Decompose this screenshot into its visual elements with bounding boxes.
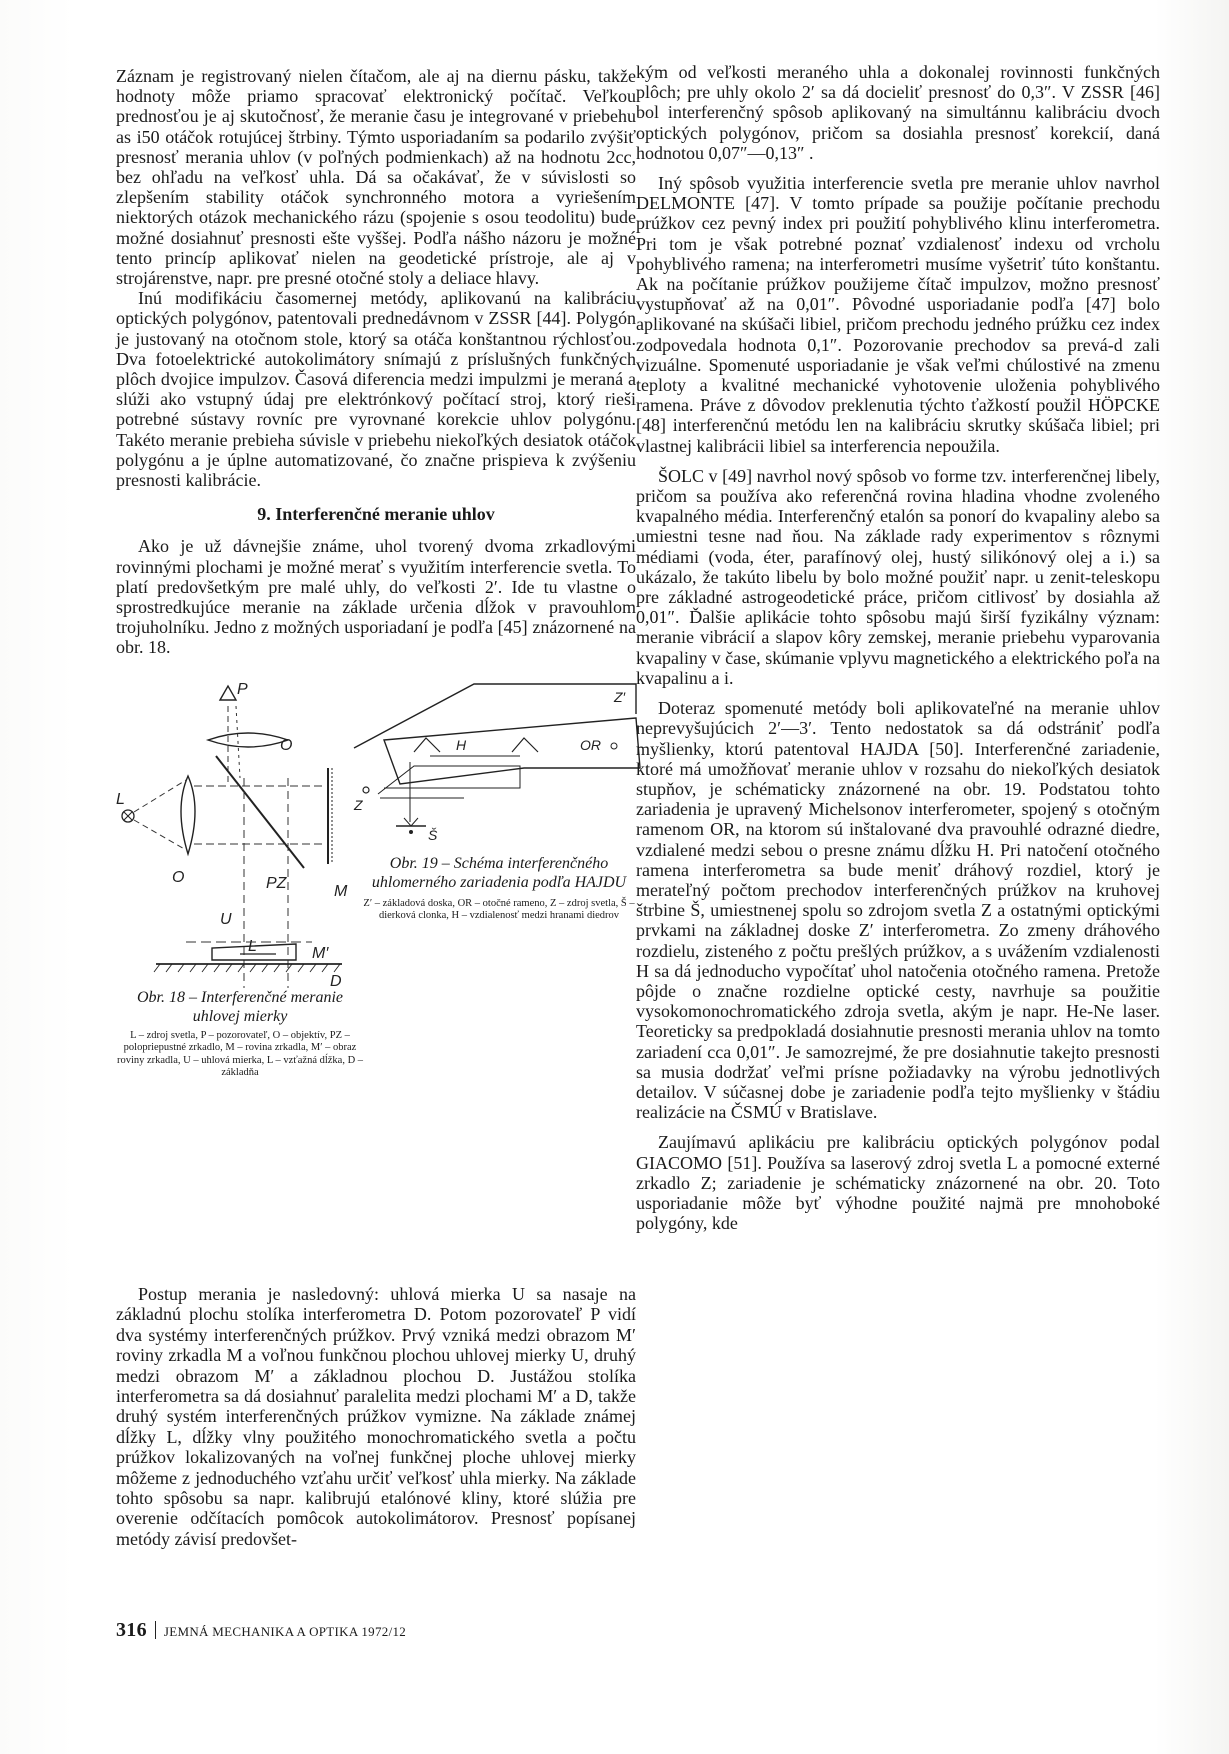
right-paragraph-4: Doteraz spomenuté metódy boli aplikovateľné na meranie uhlov neprevyšujúcich 2′—3′. Tento nedostatok sa dá odstrániť podľa myšlienky, ktorú patentoval HAJDA [50]. Interferenčné zariadenie, ktoré má umožňovať meranie uhlov v rozsahu do niekoľkých desiatok stupňov, je schématicky znázornené na obr. 19. Podstatou tohto zariadenia je upravený Michelsonov interferometer, spojený s otočným ramenom OR, na ktorom sú inštalované dva pravouhlé odrazné diedre, vzdialené medzi sebou o presne známu dĺžku H. Pri natočení otočného ramena interferometra sa bude meniť dráhový rozdiel, ktorý je merateľný počtom prechodov interferenčných prúžkov na kruhovej štrbine Š, umiestnenej spolu so zdrojom svetla Z a ostatnými optickými prvkami na základnej doske Z′ interferometra. Zo zmeny dráhového rozdielu, zisteného z počtu prešlých prúžkov, a s uvážením vzdialenosti H sa dá jednoducho vypočítať uhol natočenia otočného ramena. Pretože pôjde o značne rozdielne optické cesty, navrhuje sa použitie vysokomonochromatického zdroja svetla, akým je napr. He-Ne laser. Teoreticky sa predpokladá dosiahnutie presnosti merania uhlov na tomto zariadení cca 0,01″. Je samozrejmé, že pre dosiahnutie takejto presnosti sa musia dodržať veľmi prísne požiadavky na výrobu jednotlivých detailov. V súčasnej dobe je zariadenie podľa tejto myšlienky v štádiu realizácie na ČSMÚ v Bratislave.: [636, 698, 1160, 1123]
base-D: [154, 964, 342, 972]
left-paragraph-1: Záznam je registrovaný nielen čítačom, ale aj na diernu pásku, takže hodnoty môže priamo spracovať elektronický počítač. Veľkou prednosťou je aj skutočnosť, že meranie času je integrované v priebehu as i50 otáčok rotujúcej štrbiny. Týmto usporiadaním sa podarilo zvýšiť presnosť merania uhlov (v poľných podmienkach) až na hodnotu 2cc, bez ohľadu na veľkosť uhla. Dá sa očakávať, že v súvislosti so zlepšením stability otáčok synchronného motora a vyriešením niektorých otázok mechanického rázu (spojenie s osou teodolitu) bude možné dosiahnuť presnosti ešte vyššej. Podľa nášho názoru je možné tento princíp aplikovať nielen na geodetické prístroje, ale aj v strojárenstve, napr. pre presné otočné stoly a deliace hlavy.: [116, 66, 636, 289]
left-column: [116, 66, 636, 1078]
label-L-wedge: L: [248, 937, 257, 955]
left-column-lower: [116, 1284, 636, 1549]
figures-area: [116, 658, 636, 1078]
label-OR: OR: [580, 736, 601, 753]
label-O-left: O: [172, 868, 185, 886]
observer-eye-icon: [220, 686, 236, 700]
light-source-icon: [122, 810, 134, 822]
label-D: D: [330, 972, 342, 990]
figure-18-caption-legend: L – zdroj svetla, P – pozorovateľ, O – objektív, PZ – polopriepustné zrkadlo, M – rovina zrkadla, M′ – obraz roviny zrkadla, U – uhlová mierka, L – vzťažná dĺžka, D – základňa: [116, 1029, 364, 1079]
left-paragraph-4: Postup merania je nasledovný: uhlová mierka U sa nasaje na základnú plochu stolíka interferometra D. Potom pozorovateľ P vidí dva systémy interferenčných prúžkov. Prvý vzniká medzi obrazom M′ roviny zrkadla M a voľnou funkčnou plochou uhlovej mierky U, druhý medzi obrazom M′ a základnou plochou D. Justážou stolíka interferometra sa dá dosiahnuť paralelita medzi plochami M′ a D, takže druhý systém interferenčných prúžkov vymizne. Na základe známej dĺžky L, dĺžky vlny použitého monochromatického svetla a počtu prúžkov lokalizovaných na voľnej funkčnej ploche uhlovej mierky môžeme z jednoduchého vzťahu určiť veľkosť uhla mierky. Na základe tohto spôsobu sa napr. kalibrujú etalónové kliny, ktoré slúžia pre overenie odčítacích pomôcok autokolimátorov. Presnosť popísanej metódy závisí predovšet-: [116, 1284, 636, 1549]
label-H: H: [456, 736, 467, 753]
aperture-icon: [396, 818, 426, 834]
right-paragraph-5: Zaujímavú aplikáciu pre kalibráciu optických polygónov podal GIACOMO [51]. Používa sa laserový zdroj svetla L a pomocné externé zrkadlo Z; zariadenie je schématicky znázornené na obr. 20. Toto usporiadanie môže byť výhodne použité najmä pre mnohoboké polygóny, kde: [636, 1132, 1160, 1234]
figure-18-caption-title: Obr. 18 – Interferenčné meranie uhlovej mierky: [136, 988, 344, 1025]
section-heading: 9. Interferenčné meranie uhlov: [257, 504, 495, 525]
objective-lens-top: [208, 733, 288, 747]
left-paragraph-2: Inú modifikáciu časomernej metódy, aplikovanú na kalibráciu optických polygónov, patentovali prednedávnom v ZSSR [44]. Polygón je justovaný na otočnom stole, ktorý sa otáča konštantnou rýchlosťou. Dva fotoelektrické autokolimátory snímajú z príslušných funkčných plôch dvojice impulzov. Časová diferencia medzi impulzmi je meraná a slúži ako vstupný údaj pre elektrónkový počítací stroj, ktorý rieši potrebné sústavy rovníc pre vyrovnané korekcie uhlov polygónu. Takéto meranie prebieha súvisle v priebehu niekoľkých desiatok otáčok polygónu a je úplne automatizované, čo značne prispieva k zvýšeniu presnosti kalibrácie.: [116, 288, 636, 491]
label-M: M: [334, 882, 348, 900]
label-P: P: [237, 680, 248, 698]
label-L: L: [116, 790, 125, 808]
rotating-arm-OR: [384, 718, 640, 784]
left-paragraph-3: Ako je už dávnejšie známe, uhol tvorený dvoma zrkadlovými rovinnými plochami je možné merať s využitím interferencie svetla. To platí predovšetkým pre malé uhly, do veľkosti 2′. Ide tu vlastne o sprostredkujúce meranie na základe určenia dĺžok v pravouhlom trojuholníku. Jedno z možných usporiadaní je podľa [45] znázornené na obr. 18.: [116, 536, 636, 658]
label-O-top: O: [280, 736, 293, 754]
label-U: U: [220, 910, 232, 928]
footer-divider: [155, 1621, 156, 1639]
figure-19-diagram: [344, 658, 644, 848]
figure-19-caption-legend: Z′ – základová doska, OR – otočné rameno, Z – zdroj svetla, Š – dierková clonka, H – vzdialenosť medzi hranami diedrov: [363, 897, 635, 922]
figure-19-caption-title: Obr. 19 – Schéma interferenčného uhlomerného zariadenia podľa HAJDU: [371, 854, 627, 891]
page-footer: [116, 1619, 406, 1642]
mirror-M: [328, 768, 332, 864]
label-Mprime: M′: [312, 944, 329, 962]
label-S: Š: [428, 826, 438, 843]
journal-name: JEMNÁ MECHANIKA A OPTIKA 1972/12: [163, 1624, 407, 1639]
right-paragraph-2: Iný spôsob využitia interferencie svetla pre meranie uhlov navrhol DELMONTE [47]. V tomto prípade sa použije počítanie prechodu prúžkov cez pevný index pri použití pohyblivého klinu interferometra. Pri tom je však potrebné poznať vzdialenosť indexu od vrcholu pohyblivého ramena; na interferometri musíme vyšetriť túto konštantu. Ak na počítanie prúžkov použijeme čítač impulzov, možno presnosť vystupňovať až na 0,01″. Pôvodné usporiadanie podľa [47] bolo aplikované na skúšači libiel, pričom prechodu jedného prúžku cez index zodpovedala hodnota 0,1″. Pozorovanie prechodov sa prevá-d zali vizuálne. Spomenuté usporiadanie je však veľmi chúlostivé na zmenu teploty a kvalitné mechanické vyhotovenie uloženia pohyblivého ramena. Práve z dôvodov preklenutia týchto ťažkostí použil HÖPCKE [48] interferenčnú metódu len na kalibráciu skrutky skúšača libiel; pri vlastnej kalibrácii libiel sa interferencia nepoužila.: [636, 173, 1160, 456]
right-paragraph-1: kým od veľkosti meraného uhla a dokonalej rovinnosti funkčných plôch; pre uhly okolo 2′ sa dá docieliť presnosť do 0,3″. V ZSSR [46] bol interferenčný spôsob aplikovaný na simultánnu kalibráciu dvoch optických polygónov, pričom sa dosiahla presnosť korekcií, daná hodnotou 0,07″—0,13″ .: [636, 62, 1160, 163]
label-PZ: PZ: [266, 874, 287, 892]
right-paragraph-3: ŠOLC v [49] navrhol nový spôsob vo forme tzv. interferenčnej libely, pričom sa používa ako referenčná rovina hladina vhodne zvoleného kvapalného média. Interferenčný etalón sa ponorí do kvapaliny alebo sa umiestni tesne nad ňou. Na základe rady experimentov s rôznymi médiami (voda, éter, parafínový olej, hustý silikónový olej a i.) sa ukázalo, že takúto libelu by bolo možné použiť napr. u zenit-teleskopu pre základné astrogeodetické práce, pričom citlivosť by dosiahla až 0,01″. Ďalšie aplikácie tohto spôsobu majú širší fyzikálny význam: meranie vibrácií a slapov kôry zemskej, meranie priebehu vyparovania kvapaliny v čase, skúmanie vplyvu magnetického a elektrického poľa na kvapalinu a i.: [636, 465, 1160, 688]
figure-19-caption: [362, 854, 636, 923]
page-number: 316: [116, 1619, 147, 1641]
label-Z: Z: [354, 796, 363, 813]
right-column: [636, 62, 1160, 1233]
label-Zprime: Z′: [614, 688, 626, 705]
figure-18-caption: [116, 988, 364, 1080]
objective-lens-left: [181, 776, 195, 854]
